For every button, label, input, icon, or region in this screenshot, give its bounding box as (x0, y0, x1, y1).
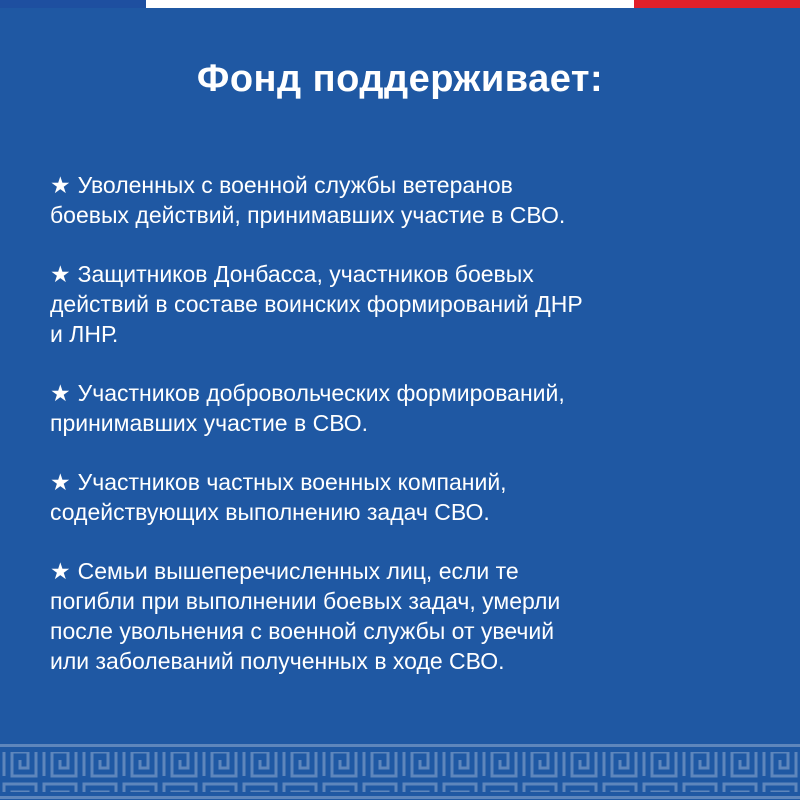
list-item-text: Защитников Донбасса, участников боевых (77, 261, 534, 287)
list-item-line (50, 378, 760, 408)
list-item-text: или заболеваний полученных в ходе СВО. (50, 648, 505, 674)
list-item-line (50, 586, 760, 616)
list-item-text: Семьи вышеперечисленных лиц, если те (77, 558, 519, 584)
list-item-text: принимавших участие в СВО. (50, 410, 369, 436)
list-item-text: содействующих выполнению задач СВО. (50, 499, 490, 525)
flag-blue-segment (0, 0, 146, 8)
list-item-line (50, 319, 760, 349)
list-item-line (50, 170, 760, 200)
list-item-line (50, 556, 760, 586)
list-item-line (50, 467, 760, 497)
list-item-text: действий в составе воинских формирований ДНР (50, 291, 583, 317)
list-item-text: и ЛНР. (50, 321, 119, 347)
star-icon: ★ (50, 261, 71, 287)
star-icon: ★ (50, 172, 71, 198)
list-item-line (50, 200, 760, 230)
list-item (50, 170, 760, 230)
list-item-text: Участников добровольческих формирований, (77, 380, 565, 406)
flag-white-segment (146, 0, 634, 8)
star-icon: ★ (50, 469, 71, 495)
list-item-text: погибли при выполнении боевых задач, умерли (50, 588, 561, 614)
list-item-line (50, 408, 760, 438)
list-item-line (50, 646, 760, 676)
list-item-text: после увольнения с военной службы от увечий (50, 618, 555, 644)
list-item-line (50, 289, 760, 319)
list-item (50, 467, 760, 527)
list-item (50, 378, 760, 438)
star-icon: ★ (50, 558, 71, 584)
list-item-text: боевых действий, принимавших участие в СВО. (50, 202, 566, 228)
list-item-line (50, 616, 760, 646)
list-item-line (50, 497, 760, 527)
list-item (50, 259, 760, 349)
list-item-text: Участников частных военных компаний, (77, 469, 507, 495)
support-list (50, 170, 760, 705)
flag-red-segment (634, 0, 800, 8)
list-item (50, 556, 760, 676)
page-title: Фонд поддерживает: (196, 58, 604, 100)
list-item-line (50, 259, 760, 289)
flag-strip (0, 0, 800, 8)
greek-key-ornament (0, 740, 800, 800)
star-icon: ★ (50, 380, 71, 406)
list-item-text: Уволенных с военной службы ветеранов (77, 172, 513, 198)
